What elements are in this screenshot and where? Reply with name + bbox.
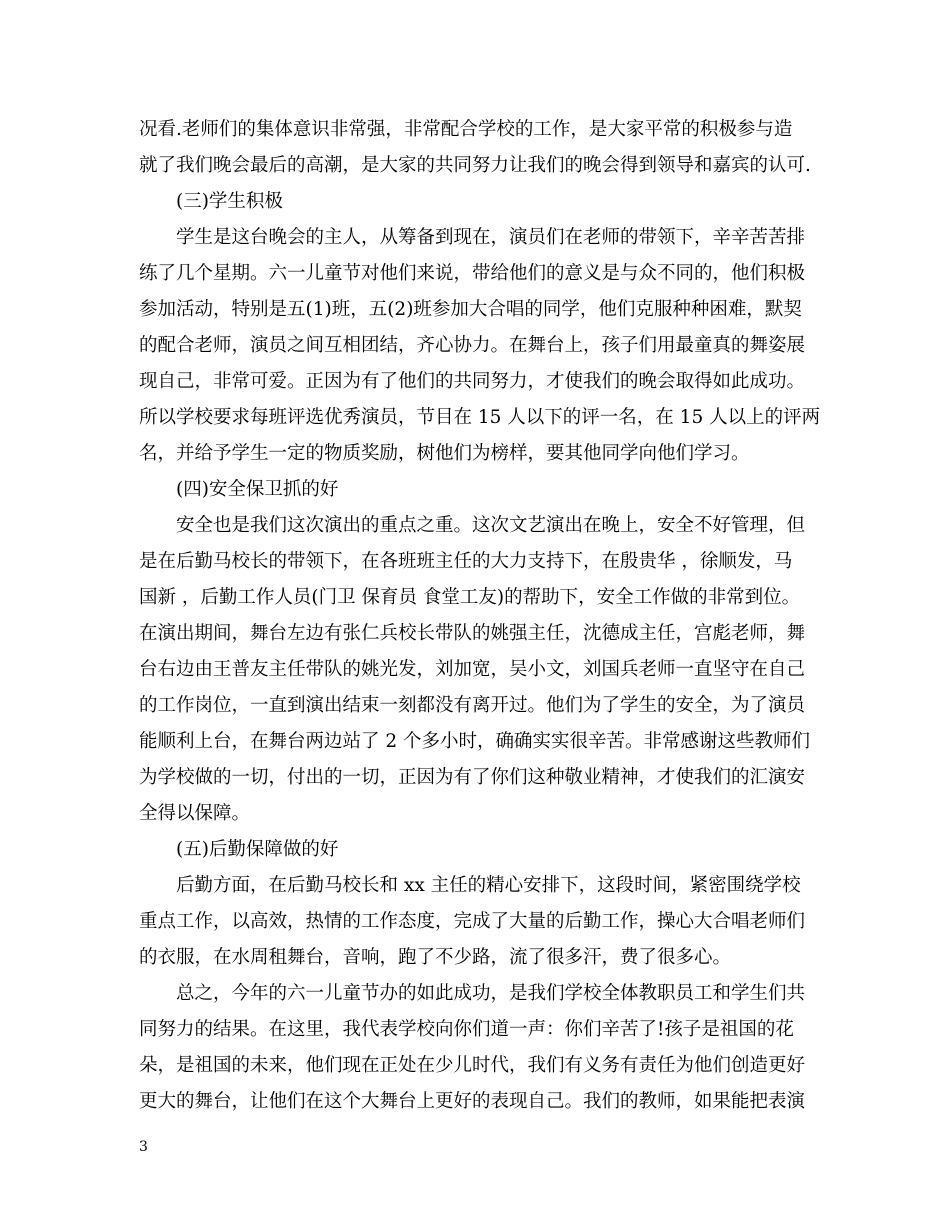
text-line: 的衣服，在水周租舞台，音响，跑了不少路，流了很多汗，费了很多心。 xyxy=(139,947,732,968)
text-line: 同努力的结果。在这里，我代表学校向你们道一声：你们辛苦了!孩子是祖国的花 xyxy=(139,1019,794,1040)
text-line: 是在后勤马校长的带领下，在各班班主任的大力支持下，在殷贵华 ，徐顺发，马 xyxy=(139,551,793,572)
text-line: 总之，今年的六一儿童节办的如此成功，是我们学校全体教职员工和学生们共 xyxy=(176,983,806,1004)
text-line: 全得以保障。 xyxy=(139,803,251,824)
text-line: 安全也是我们这次演出的重点之重。这次文艺演出在晚上，安全不好管理，但 xyxy=(176,515,806,536)
text-line: 重点工作，以高效，热情的工作态度，完成了大量的后勤工作，操心大合唱老师们 xyxy=(139,911,806,932)
text-line: 为学校做的一切，付出的一切，正因为有了你们这种敬业精神，才使我们的汇演安 xyxy=(139,767,806,788)
text-line: 国新 ，后勤工作人员(门卫 保育员 食堂工友)的帮助下，安全工作做的非常到位。 xyxy=(139,587,801,608)
section-heading: (四)安全保卫抓的好 xyxy=(176,479,339,500)
text-line: 的工作岗位，一直到演出结束一刻都没有离开过。他们为了学生的安全，为了演员 xyxy=(139,695,806,716)
text-line: 练了几个星期。六一儿童节对他们来说，带给他们的意义是与众不同的，他们积极 xyxy=(139,263,806,284)
text-line: 就了我们晚会最后的高潮，是大家的共同努力让我们的晚会得到领导和嘉宾的认可. xyxy=(139,155,811,176)
text-line: 况看.老师们的集体意识非常强，非常配合学校的工作，是大家平常的积极参与造 xyxy=(139,119,793,140)
text-line: 在演出期间，舞台左边有张仁兵校长带队的姚强主任，沈德成主任，宫彪老师，舞 xyxy=(139,623,806,644)
text-line: 所以学校要求每班评选优秀演员，节目在 15 人以下的评一名，在 15 人以上的评两 xyxy=(139,407,821,428)
text-line: 名，并给予学生一定的物质奖励，树他们为榜样，要其他同学向他们学习。 xyxy=(139,443,750,464)
text-line: 更大的舞台，让他们在这个大舞台上更好的表现自己。我们的教师，如果能把表演 xyxy=(139,1091,806,1112)
section-heading: (五)后勤保障做的好 xyxy=(176,839,339,860)
text-line: 朵，是祖国的未来，他们现在正处在少儿时代，我们有义务有责任为他们创造更好 xyxy=(139,1055,806,1076)
text-line: 学生是这台晚会的主人，从筹备到现在，演员们在老师的带领下，辛辛苦苦排 xyxy=(176,227,806,248)
text-line: 的配合老师，演员之间互相团结，齐心协力。在舞台上，孩子们用最童真的舞姿展 xyxy=(139,335,806,356)
page-number: 3 xyxy=(139,1139,148,1155)
text-line: 台右边由王普友主任带队的姚光发，刘加宽，吴小文，刘国兵老师一直坚守在自己 xyxy=(139,659,806,680)
text-line: 后勤方面，在后勤马校长和 xx 主任的精心安排下，这段时间，紧密围绕学校 xyxy=(176,875,801,896)
section-heading: (三)学生积极 xyxy=(176,191,283,212)
text-line: 参加活动，特别是五(1)班，五(2)班参加大合唱的同学，他们克服种种困难，默契 xyxy=(139,299,802,320)
text-line: 能顺利上台，在舞台两边站了 2 个多小时，确确实实很辛苦。非常感谢这些教师们 xyxy=(139,731,811,752)
text-line: 现自己，非常可爱。正因为有了他们的共同努力，才使我们的晚会取得如此成功。 xyxy=(139,371,806,392)
